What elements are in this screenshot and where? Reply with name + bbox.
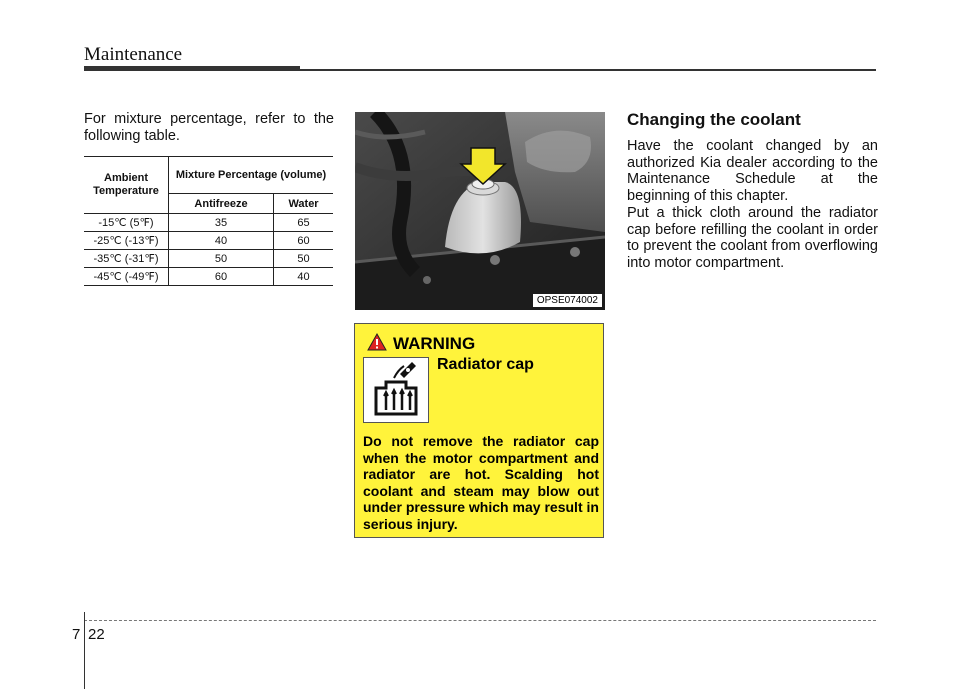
warning-box xyxy=(354,323,604,538)
engine-bay-illustration xyxy=(355,112,605,310)
cell-antifreeze: 60 xyxy=(169,268,274,286)
coolant-paragraph: Have the coolant changed by an authorized Kia dealer according to the Maintenance Schedule at the beginning of this chapter. xyxy=(627,138,878,204)
mixture-table xyxy=(84,156,333,286)
section-title: Maintenance xyxy=(84,44,183,65)
cell-temperature: -35℃ (-31℉) xyxy=(84,250,169,268)
coolant-paragraph: Put a thick cloth around the radiator cap before refilling the coolant in order to prevent the coolant from overflowing into motor compartment. xyxy=(627,205,878,271)
coolant-heading: Changing the coolant xyxy=(627,110,801,129)
cell-water: 40 xyxy=(274,268,333,286)
warning-title: WARNING xyxy=(393,334,476,353)
col-ambient-temperature: Ambient Temperature xyxy=(84,157,169,214)
cell-antifreeze: 40 xyxy=(169,232,274,250)
cell-antifreeze: 35 xyxy=(169,214,274,232)
footer-vertical-rule xyxy=(84,612,85,689)
header-rule-thick xyxy=(84,66,300,71)
table-row xyxy=(84,250,333,268)
table-row xyxy=(84,214,333,232)
engine-bay-photo xyxy=(355,112,605,310)
footer-dotted-rule xyxy=(84,620,876,621)
cell-temperature: -25℃ (-13℉) xyxy=(84,232,169,250)
cell-water: 65 xyxy=(274,214,333,232)
table-row xyxy=(84,268,333,286)
table-row xyxy=(84,232,333,250)
col-mixture-percentage: Mixture Percentage (volume) xyxy=(169,157,334,194)
page-number: 22 xyxy=(88,626,105,643)
col-water: Water xyxy=(274,194,333,214)
cell-water: 50 xyxy=(274,250,333,268)
intro-text: For mixture percentage, refer to the following table. xyxy=(84,111,334,144)
warning-subtitle: Radiator cap xyxy=(437,356,534,373)
cell-water: 60 xyxy=(274,232,333,250)
warning-triangle-icon xyxy=(367,333,387,351)
cell-temperature: -15℃ (5℉) xyxy=(84,214,169,232)
warning-body: Do not remove the radiator cap when the motor compartment and radiator are hot. Scalding hot coolant and steam may blow out under pressure which may result in serious injury. xyxy=(363,433,599,532)
col-antifreeze: Antifreeze xyxy=(169,194,274,214)
cell-antifreeze: 50 xyxy=(169,250,274,268)
radiator-hot-icon xyxy=(363,357,429,423)
cell-temperature: -45℃ (-49℉) xyxy=(84,268,169,286)
photo-caption: OPSE074002 xyxy=(533,294,602,307)
header-rule-thin xyxy=(300,69,876,71)
chapter-number: 7 xyxy=(72,626,81,643)
